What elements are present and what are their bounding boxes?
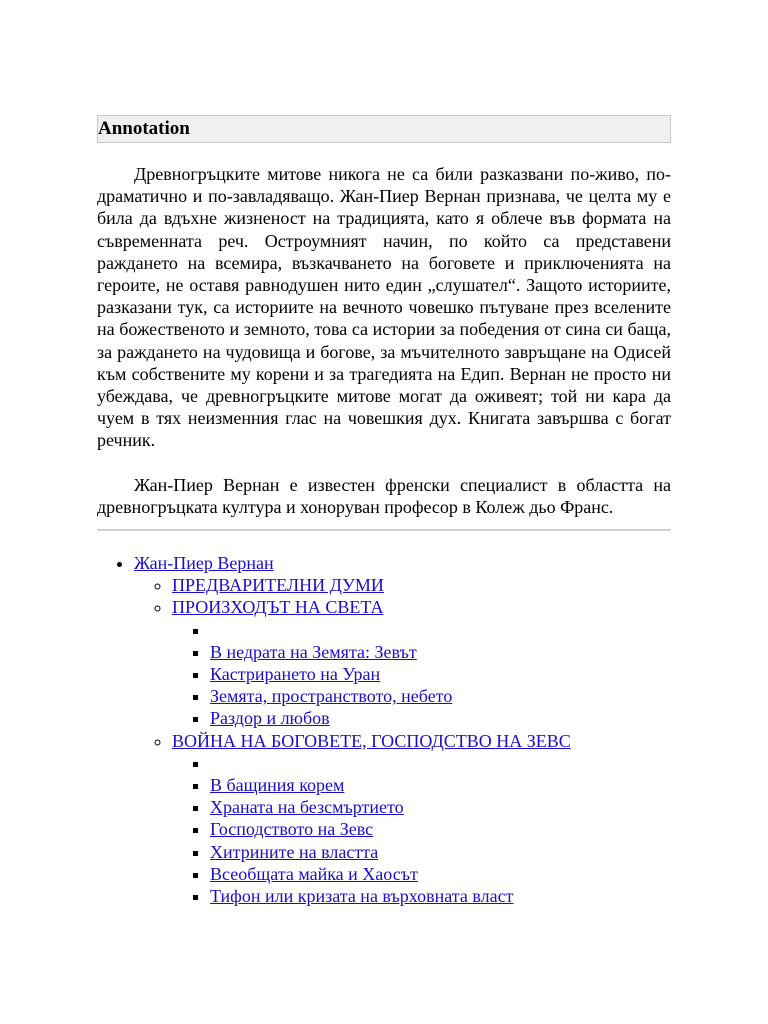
toc-section-link[interactable]: Хитрините на властта <box>210 841 379 862</box>
document-page <box>97 115 671 907</box>
toc-chapter2-link[interactable]: ВОЙНА НА БОГОВЕТЕ, ГОСПОДСТВО НА ЗЕВС <box>172 730 571 751</box>
toc-section-item <box>210 818 671 840</box>
toc-section-item <box>210 685 671 707</box>
toc-chapter-item <box>172 730 671 908</box>
toc-section-item <box>210 641 671 663</box>
toc-chapter-item <box>172 574 671 596</box>
author-bio-paragraph: Жан-Пиер Вернан е известен френски специалист в областта на древногръцката култура и хоноруван професор в Колеж дьо Франс. <box>97 474 671 517</box>
toc-section-item <box>210 863 671 885</box>
toc-section-link[interactable]: Земята, пространството, небето <box>210 686 453 707</box>
toc-section-link[interactable]: Храната на безсмъртието <box>210 797 404 818</box>
toc-chapter-list <box>134 574 671 907</box>
toc-section-link[interactable]: Раздор и любов <box>210 708 330 729</box>
toc-section-link[interactable]: Господството на Зевс <box>210 819 374 840</box>
toc-section-link[interactable]: Тифон или кризата на върховната власт <box>210 886 514 907</box>
toc-section-link[interactable]: В недрата на Земята: Зевът <box>210 641 417 662</box>
toc-section-link[interactable]: В бащиния корем <box>210 775 345 796</box>
toc-section-item-empty <box>210 619 671 641</box>
toc-section-item <box>210 885 671 907</box>
toc-preface-link[interactable]: ПРЕДВАРИТЕЛНИ ДУМИ <box>172 575 384 596</box>
toc-section-item <box>210 841 671 863</box>
toc-author-link[interactable]: Жан-Пиер Вернан <box>134 553 274 574</box>
section-divider <box>97 529 671 531</box>
toc-section-item <box>210 707 671 729</box>
toc-chapter1-link[interactable]: ПРОИЗХОДЪТ НА СВЕТА <box>172 597 384 618</box>
toc-section-list <box>172 752 671 907</box>
toc-section-list <box>172 619 671 730</box>
toc-section-item <box>210 796 671 818</box>
toc-section-item-empty <box>210 752 671 774</box>
toc-section-item <box>210 663 671 685</box>
table-of-contents <box>97 552 671 907</box>
annotation-paragraph: Древногръцките митове никога не са били разказвани по-живо, по-драматично и по-завладяващо. Жан-Пиер Вернан признава, че целта му е била да вдъхне жизненост на традицията, като я облече във формата на съвременната реч. Остроумният начин, по който са представени раждането на всемира, възкачването на боговете и приключенията на героите, не оставя равнодушен нито един „слушател“. Защото историите, разказани тук, са историите на вечното човешко пътуване през вселените на божественото и земното, това са истории за победения от сина си баща, за раждането на чудовища и богове, за мъчителното завръщане на Одисей към собствените му корени и за трагедията на Едип. Вернан не просто ни убеждава, че древногръцките митове могат да оживеят; той ни кара да чуем в тях неизменния глас на човешкия дух. Книгата завършва с богат речник. <box>97 164 671 451</box>
toc-author-item <box>134 552 671 907</box>
toc-chapter-item <box>172 596 671 729</box>
toc-section-item <box>210 774 671 796</box>
toc-section-link[interactable]: Кастрирането на Уран <box>210 664 381 685</box>
annotation-heading: Annotation <box>97 115 671 143</box>
toc-section-link[interactable]: Всеобщата майка и Хаосът <box>210 863 418 884</box>
